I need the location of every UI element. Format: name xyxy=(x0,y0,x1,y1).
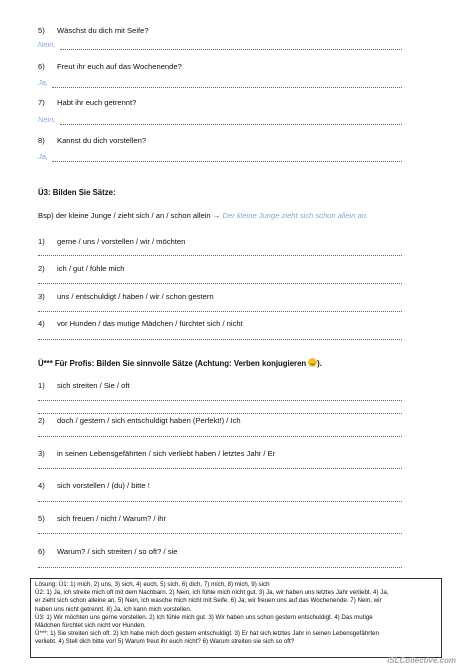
item-text: vor Hunden / das mutige Mädchen / fürchtet sich / nicht xyxy=(57,319,243,328)
profis-title-end: ). xyxy=(317,359,322,368)
item-number: 3) xyxy=(38,449,45,458)
solution-line: Ü***: 1) Sie streiten sich oft. 2) Ich habe mich doch gestern entschuldigt. 3) Er hat sich letztes Jahr in seinen Lebensgefährten xyxy=(35,630,379,638)
item-text: doch / gestern / sich entschuldigt haben (Perfekt!) / Ich xyxy=(57,416,241,425)
item-number: 6) xyxy=(38,547,45,556)
answer-text: Ja, xyxy=(38,152,48,161)
item-number: 5) xyxy=(38,514,45,523)
question-text: Kannst du dich vorstellen? xyxy=(57,136,147,145)
question-text: Habt ihr euch getrennt? xyxy=(57,98,137,107)
item-text: ich / gut / fühle mich xyxy=(57,264,125,273)
question-text: Freut ihr euch auf das Wochenende? xyxy=(57,62,182,71)
answer-line[interactable] xyxy=(38,435,402,437)
smiley-icon xyxy=(308,358,317,367)
item-number: 2) xyxy=(38,264,45,273)
answer-line[interactable] xyxy=(52,86,402,88)
item-number: 4) xyxy=(38,319,45,328)
answer-line[interactable] xyxy=(38,254,402,256)
answer-line[interactable] xyxy=(60,48,402,50)
answer-line[interactable] xyxy=(38,412,402,414)
question-number: 8) xyxy=(38,136,45,145)
watermark: iSLCollective.com xyxy=(387,656,456,665)
solution-line: verliebt. 4) Stell dich bitte vor! 5) Warum freut ihr euch nicht? 6) Warum streiten sie sich so oft? xyxy=(35,638,295,646)
answer-line[interactable] xyxy=(60,123,402,125)
answer-line[interactable] xyxy=(52,160,402,162)
solution-line: Mädchen fürchtet sich nicht vor Hunden. xyxy=(35,622,146,630)
item-text: in seinen Lebensgefährten / sich verliebt haben / letztes Jahr / Er xyxy=(57,449,276,458)
profis-title-text: Ü*** Für Profis: Bilden Sie sinnvolle Sätze (Achtung: Verben konjugieren xyxy=(38,359,307,368)
item-text: uns / entschuldigt / haben / wir / schon gestern xyxy=(57,292,214,301)
solution-line: haben uns nicht getrennt. 8) Ja, ich kann mich vorstellen. xyxy=(35,605,192,613)
question-number: 5) xyxy=(38,26,45,35)
solution-line: Lösung: Ü1: 1) mich, 2) uns, 3) sich, 4) euch, 5) sich, 6) dich, 7) mich, 8) mich, 9) sich xyxy=(35,581,270,588)
answer-line[interactable] xyxy=(38,532,402,534)
question-text: Wäschst du dich mit Seife? xyxy=(57,26,149,35)
item-text: sich streiten / Sie / oft xyxy=(57,381,130,390)
solution-box xyxy=(30,578,442,658)
answer-line[interactable] xyxy=(38,338,402,340)
solution-line: er zieht sich schon alleine an. 5) Nein, ich wasche mich nicht mit Seife. 6) Ja, wir freuen uns auf das Wochenende. 7) Nein, wir xyxy=(35,597,382,605)
solution-line: Ü2: 1) Ja, ich streite mich oft mit dem Nachbarn. 2) Nein, ich fühle mich nicht gut. 3) Ja, wir haben uns letztes Jahr verliebt. 4) Ja, xyxy=(35,589,389,597)
answer-line[interactable] xyxy=(38,282,402,284)
example-answer: Der kleine Junge zieht sich schon allein an. xyxy=(222,211,369,220)
answer-line[interactable] xyxy=(38,500,402,502)
item-text: Warum? / sich streiten / so oft? / sie xyxy=(57,547,178,556)
answer-text: Nein, xyxy=(38,40,56,49)
item-number: 3) xyxy=(38,292,45,301)
section-title-u3: Ü3: Bilden Sie Sätze: xyxy=(38,188,116,197)
item-text: sich freuen / nicht / Warum? / ihr xyxy=(57,514,167,523)
item-number: 2) xyxy=(38,416,45,425)
item-number: 4) xyxy=(38,481,45,490)
answer-line[interactable] xyxy=(38,310,402,312)
answer-line[interactable] xyxy=(38,467,402,469)
item-text: sich vorstellen / (du) / bitte ! xyxy=(57,481,150,490)
answer-line[interactable] xyxy=(38,399,402,401)
answer-line[interactable] xyxy=(38,566,402,568)
example-prefix: Bsp) der kleine Junge / zieht sich / an / schon allein → xyxy=(38,211,221,220)
item-number: 1) xyxy=(38,237,45,246)
answer-text: Nein, xyxy=(38,115,56,124)
example-line xyxy=(38,211,368,220)
item-text: gerne / uns / vorstellen / wir / möchten xyxy=(57,237,186,246)
item-number: 1) xyxy=(38,381,45,390)
question-number: 7) xyxy=(38,98,45,107)
section-title-profis xyxy=(38,358,322,368)
question-number: 6) xyxy=(38,62,45,71)
solution-line: Ü3: 1) Wir möchten uns gerne vorstellen. 2) Ich fühle mich gut. 3) Wir haben uns schon gestern entschuldigt. 4) Das mutige xyxy=(35,613,373,621)
answer-text: Ja, xyxy=(38,78,48,87)
